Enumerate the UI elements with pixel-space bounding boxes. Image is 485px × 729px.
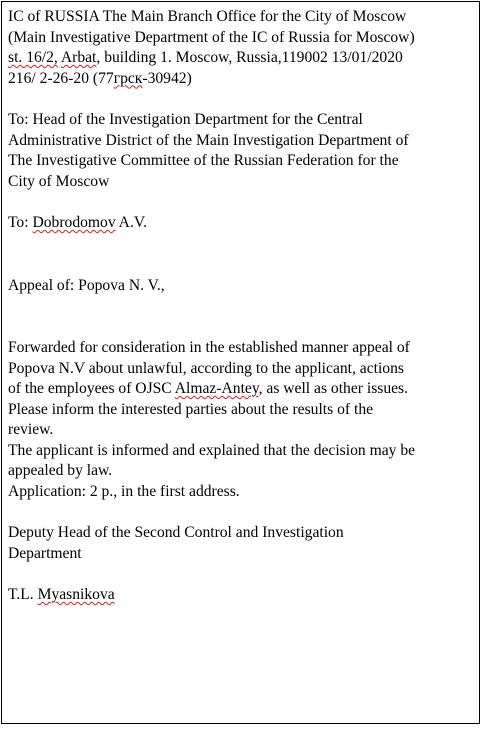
header-street: st. 16/2, [8, 49, 58, 66]
document-page [1, 1, 480, 724]
signatory-name: Myasnikova [37, 586, 115, 603]
body-line-4: Please inform the interested parties about the results of the [8, 400, 374, 418]
recipient-name: Dobrodomov [32, 214, 116, 231]
recipient-prefix: To: [8, 214, 33, 231]
body-line-8: Application: 2 p., in the first address. [8, 482, 240, 500]
recipient-line-4: City of Moscow [8, 172, 110, 190]
appeal-text: Appeal of: Popova N. V., [8, 276, 165, 294]
recipient-line-1: To: Head of the Investigation Department for the Central [8, 111, 363, 128]
body-line-6: The applicant is informed and explained that the decision may be [8, 441, 416, 459]
header-line-3 [8, 48, 473, 69]
header-address-rest: , building 1. Moscow, Russia,119002 13/01/2020 [96, 49, 403, 66]
signatory-initials: T.L. [8, 586, 38, 603]
recipient-person [8, 213, 473, 234]
body-line-7: appealed by law. [8, 462, 113, 479]
sender-header [8, 7, 473, 89]
letter-body [8, 338, 473, 502]
header-ref-start: 216/ 2-26-20 (77 [8, 69, 114, 87]
body-line-2: Popova N.V about unlawful, according to the applicant, actions [8, 359, 404, 377]
body-line-5: review. [8, 421, 54, 438]
header-line-2: (Main Investigative Department of the IC of Russia for Moscow) [8, 28, 415, 46]
body-line-1: Forwarded for consideration in the established manner appeal of [8, 339, 410, 356]
body-line-3: of the employees of OJSC Almaz-Antey, as well as other issues. [8, 380, 409, 397]
recipient-department [8, 110, 473, 192]
header-arbat: Arbat [60, 49, 97, 66]
signatory-title-line-2: Department [8, 544, 82, 562]
recipient-line-2: Administrative District of the Main Investigation Department of [8, 131, 409, 149]
signatory-title [8, 523, 473, 564]
appeal-of [8, 276, 473, 297]
signatory-title-line-1: Deputy Head of the Second Control and Investigation [8, 524, 344, 541]
company-name: Almaz-Antey [174, 380, 259, 397]
header-line-1: IC of RUSSIA The Main Branch Office for the City of Moscow [8, 8, 407, 25]
recipient-initials: A.V. [115, 214, 147, 231]
signatory-name-block [8, 585, 473, 606]
header-ref-code: грск [113, 69, 143, 87]
header-line-4 [8, 69, 473, 90]
header-ref-end: -30942) [142, 69, 192, 87]
recipient-line-3: The Investigative Committee of the Russian Federation for the [8, 152, 399, 169]
